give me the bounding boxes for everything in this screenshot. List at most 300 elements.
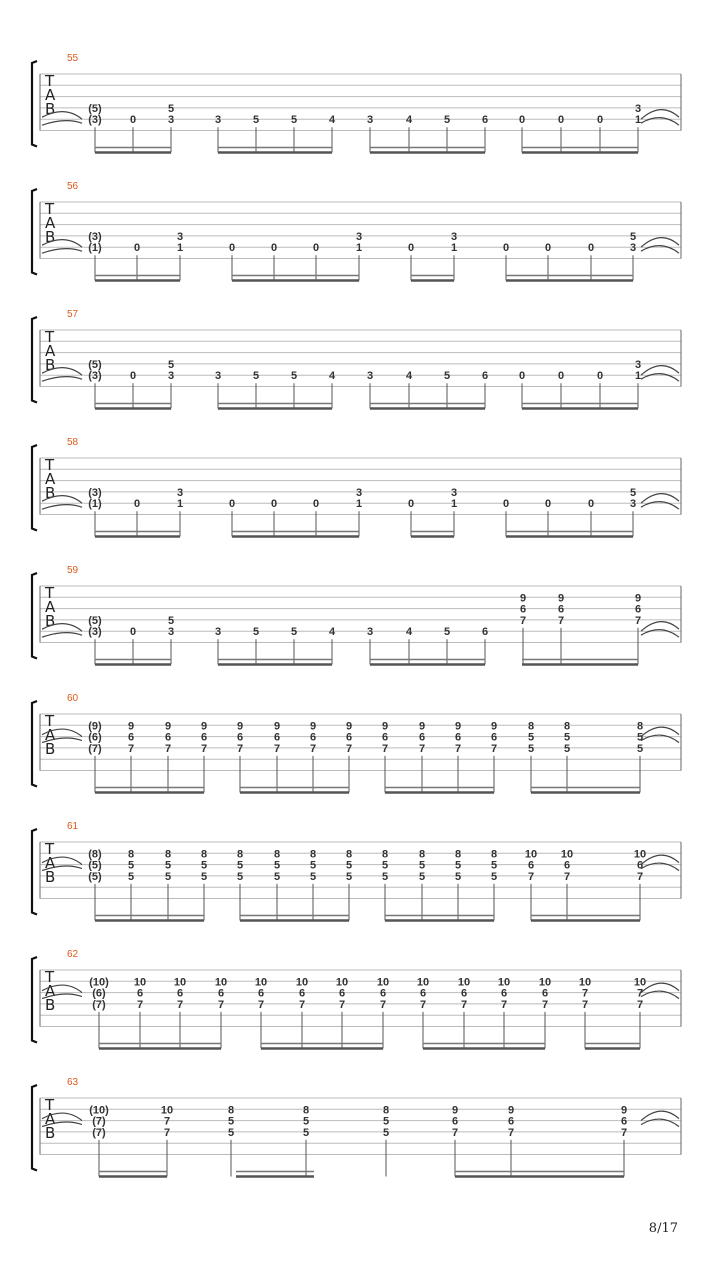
system-bracket	[32, 573, 37, 659]
fret-number: 1	[355, 498, 363, 511]
fret-number: 5	[490, 870, 498, 883]
fret-number: (5)	[88, 870, 102, 883]
fret-number: 4	[328, 626, 336, 639]
fret-number: 6	[345, 731, 353, 744]
fret-number: 5	[252, 114, 260, 127]
fret-number: 5	[629, 230, 637, 243]
fret-number: 7	[490, 742, 498, 755]
fret-number: 8	[527, 720, 535, 733]
fret-number: 8	[382, 1104, 390, 1117]
measure-number: 58	[67, 437, 79, 448]
fret-number: 7	[136, 998, 144, 1011]
fret-number: 5	[127, 870, 135, 883]
fret-number: 10	[538, 976, 552, 989]
fret-number: 8	[200, 848, 208, 861]
fret-number: 0	[587, 498, 595, 511]
fret-number: 7	[127, 742, 135, 755]
fret-number: 7	[507, 1126, 515, 1139]
tab-system-61	[32, 821, 681, 921]
fret-number: 7	[460, 998, 468, 1011]
tab-clef-letter: T	[45, 968, 55, 986]
fret-number: 9	[519, 592, 527, 605]
fret-number: 8	[127, 848, 135, 861]
fret-number: 5	[490, 859, 498, 872]
fret-number: 0	[312, 498, 320, 511]
fret-number: 0	[502, 242, 510, 255]
fret-number: 6	[451, 1115, 459, 1128]
tab-system-60	[32, 693, 681, 793]
fret-number: 3	[450, 486, 458, 499]
tab-system-56	[32, 181, 681, 281]
fret-number: (3)	[88, 486, 102, 499]
fret-number: 5	[636, 731, 644, 744]
fret-number: 5	[309, 859, 317, 872]
measure-number: 62	[67, 949, 79, 960]
fret-number: 4	[405, 114, 413, 127]
fret-number: 10	[335, 976, 349, 989]
fret-number: (3)	[88, 626, 102, 639]
fret-number: 9	[454, 720, 462, 733]
tab-system-62	[32, 949, 681, 1049]
fret-number: 6	[481, 370, 489, 383]
fret-number: 6	[460, 987, 468, 1000]
tab-clef-letter: B	[45, 228, 56, 246]
fret-number: 5	[381, 859, 389, 872]
fret-number: 3	[214, 114, 222, 127]
fret-number: 8	[563, 720, 571, 733]
fret-number: 7	[236, 742, 244, 755]
tab-clef-letter: T	[45, 1096, 55, 1114]
fret-number: 5	[200, 870, 208, 883]
fret-number: 0	[407, 498, 415, 511]
fret-number: (10)	[89, 976, 109, 989]
fret-number: (6)	[88, 731, 102, 744]
fret-number: 10	[376, 976, 390, 989]
fret-number: 5	[236, 859, 244, 872]
fret-number: 0	[133, 498, 141, 511]
fret-number: 6	[541, 987, 549, 1000]
fret-number: 6	[164, 731, 172, 744]
fret-number: 7	[176, 998, 184, 1011]
tab-system-57	[32, 309, 681, 409]
fret-number: 5	[527, 742, 535, 755]
fret-number: 7	[273, 742, 281, 755]
fret-number: 0	[270, 498, 278, 511]
fret-number: 10	[578, 976, 592, 989]
fret-number: 6	[127, 731, 135, 744]
fret-number: 0	[129, 626, 137, 639]
fret-number: 5	[290, 114, 298, 127]
fret-number: 7	[345, 742, 353, 755]
fret-number: 5	[273, 859, 281, 872]
fret-number: 6	[620, 1115, 628, 1128]
fret-number: 0	[312, 242, 320, 255]
fret-number: 8	[273, 848, 281, 861]
fret-number: 9	[418, 720, 426, 733]
fret-number: 7	[636, 998, 644, 1011]
fret-number: 5	[418, 859, 426, 872]
fret-number: 5	[563, 742, 571, 755]
fret-number: 5	[443, 114, 451, 127]
fret-number: 7	[636, 987, 644, 1000]
fret-number: (5)	[88, 614, 102, 627]
fret-number: 0	[407, 242, 415, 255]
fret-number: 4	[328, 114, 336, 127]
fret-number: 10	[457, 976, 471, 989]
fret-number: 3	[355, 486, 363, 499]
fret-number: 9	[557, 592, 565, 605]
fret-number: 6	[507, 1115, 515, 1128]
measure-number: 61	[67, 821, 79, 832]
fret-number: 8	[227, 1104, 235, 1117]
tab-clef-letter: A	[45, 86, 56, 104]
fret-number: 3	[366, 370, 374, 383]
system-bracket	[32, 445, 37, 531]
fret-number: 10	[160, 1104, 174, 1117]
fret-number: 5	[382, 1126, 390, 1139]
fret-number: 5	[164, 859, 172, 872]
tab-clef-letter: B	[45, 868, 56, 886]
fret-number: 5	[167, 358, 175, 371]
fret-number: 8	[164, 848, 172, 861]
tab-clef-letter: B	[45, 612, 56, 630]
fret-number: 7	[309, 742, 317, 755]
fret-number: 5	[454, 870, 462, 883]
tab-clef-letter: B	[45, 100, 56, 118]
fret-number: 6	[309, 731, 317, 744]
fret-number: 0	[544, 242, 552, 255]
fret-number: 9	[309, 720, 317, 733]
fret-number: 9	[451, 1104, 459, 1117]
fret-number: (10)	[89, 1104, 109, 1117]
fret-number: 5	[236, 870, 244, 883]
fret-number: 3	[176, 230, 184, 243]
fret-number: 9	[127, 720, 135, 733]
fret-number: 5	[290, 626, 298, 639]
fret-number: 3	[634, 358, 642, 371]
fret-number: (1)	[88, 498, 102, 511]
fret-number: 9	[345, 720, 353, 733]
system-bracket	[32, 189, 37, 275]
fret-number: 3	[176, 486, 184, 499]
fret-number: 9	[236, 720, 244, 733]
fret-number: (1)	[88, 242, 102, 255]
fret-number: 4	[405, 370, 413, 383]
fret-number: 6	[636, 859, 644, 872]
tab-clef-letter: A	[45, 598, 56, 616]
fret-number: 3	[629, 498, 637, 511]
fret-number: 0	[133, 242, 141, 255]
fret-number: 5	[443, 370, 451, 383]
fret-number: 5	[127, 859, 135, 872]
tab-clef-letter: T	[45, 200, 55, 218]
fret-number: 8	[636, 720, 644, 733]
fret-number: 7	[527, 870, 535, 883]
fret-number: 6	[273, 731, 281, 744]
fret-number: 1	[355, 242, 363, 255]
fret-number: 6	[557, 603, 565, 616]
tab-clef-letter: B	[45, 484, 56, 502]
fret-number: 5	[227, 1126, 235, 1139]
fret-number: 7	[557, 614, 565, 627]
fret-number: 0	[228, 242, 236, 255]
measure-number: 63	[67, 1077, 79, 1088]
fret-number: 7	[620, 1126, 628, 1139]
fret-number: 9	[200, 720, 208, 733]
fret-number: 3	[214, 626, 222, 639]
fret-number: 3	[366, 626, 374, 639]
fret-number: 6	[217, 987, 225, 1000]
fret-number: 3	[629, 242, 637, 255]
fret-number: 9	[381, 720, 389, 733]
fret-number: 0	[129, 114, 137, 127]
fret-number: 6	[418, 731, 426, 744]
fret-number: (7)	[92, 1126, 106, 1139]
fret-number: 1	[450, 242, 458, 255]
fret-number: 10	[214, 976, 228, 989]
fret-number: 5	[345, 870, 353, 883]
fret-number: 0	[587, 242, 595, 255]
fret-number: 6	[381, 731, 389, 744]
fret-number: 8	[381, 848, 389, 861]
fret-number: 0	[270, 242, 278, 255]
fret-number: 6	[298, 987, 306, 1000]
tab-clef-letter: A	[45, 470, 56, 488]
tab-clef-letter: T	[45, 712, 55, 730]
fret-number: 0	[502, 498, 510, 511]
fret-number: 10	[173, 976, 187, 989]
tie-curve	[42, 249, 82, 254]
fret-number: 7	[338, 998, 346, 1011]
tab-system-58	[32, 437, 681, 537]
system-bracket	[32, 317, 37, 403]
fret-number: (7)	[92, 998, 106, 1011]
fret-number: 7	[298, 998, 306, 1011]
fret-number: 6	[490, 731, 498, 744]
measure-number: 60	[67, 693, 79, 704]
fret-number: 7	[379, 998, 387, 1011]
fret-number: 7	[418, 742, 426, 755]
fret-number: 8	[309, 848, 317, 861]
fret-number: 5	[382, 1115, 390, 1128]
fret-number: 9	[634, 592, 642, 605]
fret-number: 6	[500, 987, 508, 1000]
system-bracket	[32, 1085, 37, 1171]
tab-clef-letter: B	[45, 740, 56, 758]
tab-clef-letter: T	[45, 456, 55, 474]
fret-number: 6	[338, 987, 346, 1000]
tab-system-55	[32, 53, 681, 153]
fret-number: 9	[507, 1104, 515, 1117]
fret-number: 5	[252, 370, 260, 383]
fret-number: 5	[636, 742, 644, 755]
fret-number: 7	[519, 614, 527, 627]
fret-number: 10	[133, 976, 147, 989]
fret-number: 8	[302, 1104, 310, 1117]
tab-clef-letter: T	[45, 584, 55, 602]
fret-number: 8	[454, 848, 462, 861]
fret-number: 4	[328, 370, 336, 383]
fret-number: 10	[254, 976, 268, 989]
fret-number: 5	[527, 731, 535, 744]
fret-number: (3)	[88, 370, 102, 383]
fret-number: 0	[228, 498, 236, 511]
fret-number: 7	[200, 742, 208, 755]
fret-number: 3	[634, 102, 642, 115]
fret-number: 1	[176, 242, 184, 255]
fret-number: (5)	[88, 859, 102, 872]
fret-number: (5)	[88, 102, 102, 115]
fret-number: 8	[236, 848, 244, 861]
fret-number: 7	[163, 1126, 171, 1139]
fret-number: 6	[634, 603, 642, 616]
fret-number: 6	[454, 731, 462, 744]
fret-number: 1	[176, 498, 184, 511]
fret-number: 6	[481, 626, 489, 639]
tab-clef-letter: A	[45, 214, 56, 232]
fret-number: 5	[629, 486, 637, 499]
tab-clef-letter: T	[45, 72, 55, 90]
fret-number: (7)	[88, 742, 102, 755]
fret-number: 10	[524, 848, 538, 861]
fret-number: 5	[167, 614, 175, 627]
measure-number: 59	[67, 565, 79, 576]
fret-number: 5	[418, 870, 426, 883]
fret-number: 4	[405, 626, 413, 639]
fret-number: (9)	[88, 720, 102, 733]
fret-number: 5	[227, 1115, 235, 1128]
fret-number: 6	[527, 859, 535, 872]
tab-clef-letter: B	[45, 996, 56, 1014]
fret-number: (3)	[88, 114, 102, 127]
fret-number: 6	[519, 603, 527, 616]
page-number: 8/17	[648, 1221, 678, 1236]
fret-number: 7	[381, 742, 389, 755]
fret-number: 9	[164, 720, 172, 733]
tab-clef-letter: A	[45, 726, 56, 744]
fret-number: 3	[167, 626, 175, 639]
measure-number: 56	[67, 181, 79, 192]
fret-number: 5	[454, 859, 462, 872]
fret-number: 7	[217, 998, 225, 1011]
tab-clef-letter: A	[45, 982, 56, 1000]
fret-number: 5	[290, 370, 298, 383]
tie-curve	[42, 121, 82, 126]
fret-number: 5	[443, 626, 451, 639]
fret-number: 7	[163, 1115, 171, 1128]
fret-number: 6	[419, 987, 427, 1000]
fret-number: 8	[490, 848, 498, 861]
fret-number: 1	[634, 370, 642, 383]
fret-number: 5	[273, 870, 281, 883]
fret-number: 1	[634, 114, 642, 127]
fret-number: 3	[167, 370, 175, 383]
fret-number: 9	[490, 720, 498, 733]
fret-number: 5	[164, 870, 172, 883]
fret-number: 10	[633, 848, 647, 861]
system-bracket	[32, 701, 37, 787]
fret-number: 7	[634, 614, 642, 627]
fret-number: 7	[451, 1126, 459, 1139]
system-bracket	[32, 957, 37, 1043]
fret-number: 10	[560, 848, 574, 861]
fret-number: 5	[200, 859, 208, 872]
fret-number: 6	[257, 987, 265, 1000]
fret-number: (7)	[92, 1115, 106, 1128]
tab-clef-letter: A	[45, 342, 56, 360]
tab-clef-letter: A	[45, 1110, 56, 1128]
fret-number: 0	[596, 370, 604, 383]
fret-number: (3)	[88, 230, 102, 243]
tab-system-63	[32, 1077, 681, 1177]
fret-number: 7	[257, 998, 265, 1011]
fret-number: 5	[167, 102, 175, 115]
fret-number: 0	[596, 114, 604, 127]
fret-number: 7	[581, 987, 589, 1000]
fret-number: 3	[167, 114, 175, 127]
tie-curve	[42, 377, 82, 382]
fret-number: 10	[497, 976, 511, 989]
fret-number: 1	[450, 498, 458, 511]
fret-number: 6	[481, 114, 489, 127]
fret-number: 5	[302, 1126, 310, 1139]
fret-number: 9	[620, 1104, 628, 1117]
fret-number: 10	[416, 976, 430, 989]
fret-number: 5	[381, 870, 389, 883]
fret-number: 6	[236, 731, 244, 744]
fret-number: 6	[379, 987, 387, 1000]
fret-number: 6	[136, 987, 144, 1000]
fret-number: 3	[366, 114, 374, 127]
tab-clef-letter: B	[45, 1124, 56, 1142]
tie-curve	[42, 505, 82, 510]
fret-number: 8	[418, 848, 426, 861]
fret-number: 6	[176, 987, 184, 1000]
fret-number: 0	[557, 114, 565, 127]
fret-number: 7	[500, 998, 508, 1011]
fret-number: 5	[302, 1115, 310, 1128]
tab-clef-letter: T	[45, 328, 55, 346]
tab-clef-letter: A	[45, 854, 56, 872]
system-bracket	[32, 61, 37, 147]
fret-number: 7	[563, 870, 571, 883]
fret-number: 0	[557, 370, 565, 383]
fret-number: 6	[200, 731, 208, 744]
fret-number: 3	[214, 370, 222, 383]
fret-number: 0	[518, 114, 526, 127]
fret-number: 0	[129, 370, 137, 383]
fret-number: 7	[581, 998, 589, 1011]
tab-clef-letter: T	[45, 840, 55, 858]
fret-number: 7	[164, 742, 172, 755]
fret-number: 5	[563, 731, 571, 744]
fret-number: 5	[252, 626, 260, 639]
fret-number: 7	[541, 998, 549, 1011]
fret-number: 8	[345, 848, 353, 861]
fret-number: 7	[419, 998, 427, 1011]
fret-number: 10	[295, 976, 309, 989]
system-bracket	[32, 829, 37, 915]
fret-number: 7	[636, 870, 644, 883]
fret-number: (8)	[88, 848, 102, 861]
fret-number: (6)	[92, 987, 106, 1000]
fret-number: 0	[544, 498, 552, 511]
fret-number: (5)	[88, 358, 102, 371]
tie-curve	[42, 633, 82, 638]
fret-number: 3	[450, 230, 458, 243]
fret-number: 5	[309, 870, 317, 883]
fret-number: 6	[563, 859, 571, 872]
